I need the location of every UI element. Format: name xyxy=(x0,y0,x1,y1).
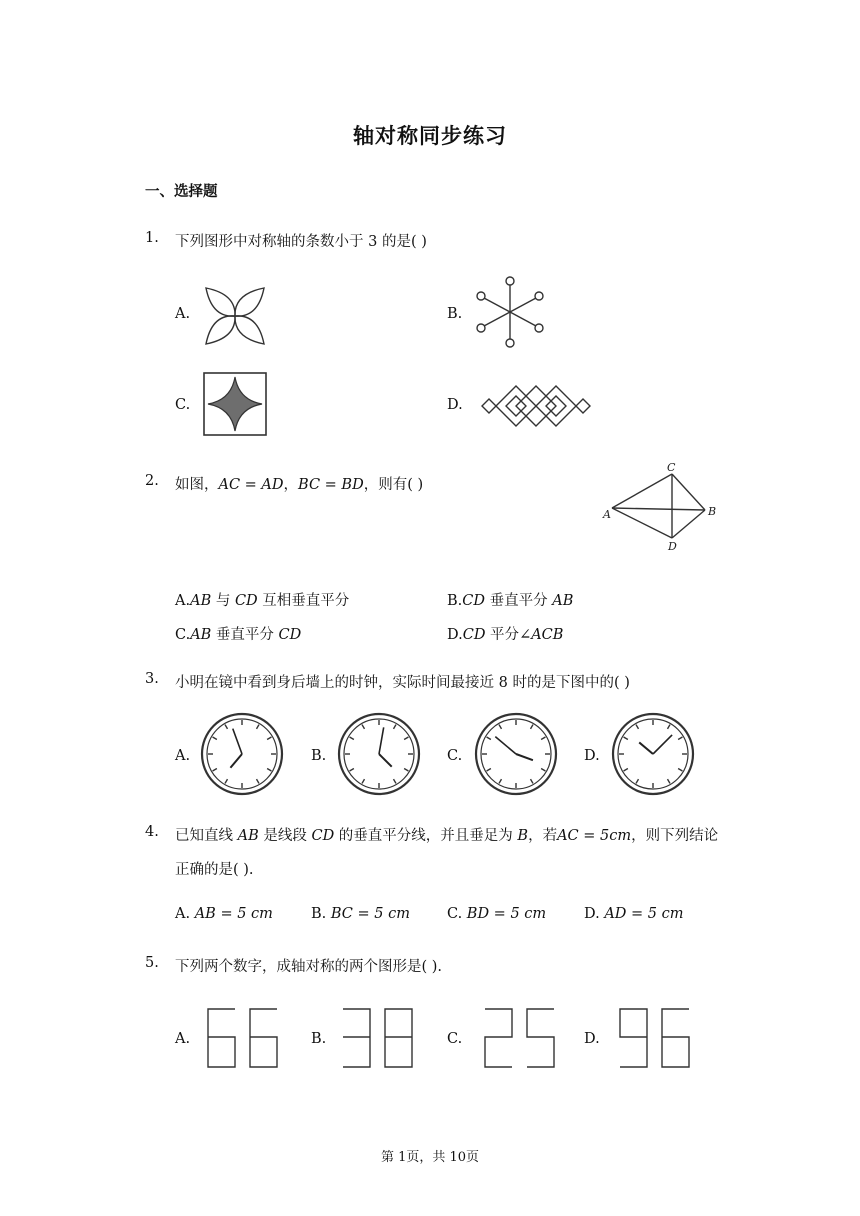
q2-option-d-term2: ∠ACB xyxy=(519,627,564,643)
clock-a-figure xyxy=(200,712,284,796)
q2-text xyxy=(175,473,423,494)
q3-text: 小明在镜中看到身后墙上的时钟，实际时间最接近 8 时的是下图中的( ) xyxy=(175,675,630,691)
digits-25-figure xyxy=(482,1007,558,1069)
q4-text-d: ，若 xyxy=(528,828,558,844)
q2-option-b-term2: AB xyxy=(552,593,574,609)
q2-option-d[interactable] xyxy=(447,623,563,644)
q2-option-b-label: B. xyxy=(447,593,463,609)
q1-text: 下列图形中对称轴的条数小于 3 的是( ) xyxy=(175,234,427,250)
q4-option-b[interactable] xyxy=(311,906,410,922)
q5-option-a-label[interactable]: A. xyxy=(175,1031,191,1047)
six-spoke-star-figure xyxy=(472,276,548,348)
kite-figure xyxy=(600,460,725,552)
q4-option-c-expr: BD = 5 cm xyxy=(466,906,547,922)
q4-text-line1 xyxy=(175,824,718,845)
clock-d-figure xyxy=(611,712,695,796)
clock-b-figure xyxy=(337,712,421,796)
q2-separator: ， xyxy=(283,477,299,493)
q2-option-c-label: C. xyxy=(175,627,191,643)
q2-text-prefix: 如图， xyxy=(175,477,219,493)
q1-option-d-label[interactable]: D. xyxy=(447,397,463,413)
q3-option-a-label[interactable]: A. xyxy=(175,748,191,764)
q2-option-a-term2: CD xyxy=(234,593,258,609)
section-heading: 一、选择题 xyxy=(145,184,218,200)
q4-term-ab: AB xyxy=(237,828,259,844)
q2-option-a-mid: 与 xyxy=(211,593,235,609)
q4-number: 4. xyxy=(145,824,159,840)
q5-option-c-label[interactable]: C. xyxy=(447,1031,463,1047)
q2-option-c-mid: 垂直平分 xyxy=(211,627,279,643)
q2-number: 2. xyxy=(145,473,159,489)
q2-option-a-end: 互相垂直平分 xyxy=(257,593,350,609)
q2-option-b-term1: CD xyxy=(462,593,485,609)
q1-number: 1. xyxy=(145,230,159,246)
q2-option-a-term1: AB xyxy=(190,593,212,609)
q4-option-b-label: B. xyxy=(311,906,327,922)
q3-option-c-label[interactable]: C. xyxy=(447,748,463,764)
digits-66-figure xyxy=(205,1007,281,1069)
q1-option-b-label[interactable]: B. xyxy=(447,306,463,322)
q2-option-b[interactable] xyxy=(447,589,573,610)
four-petal-flower-figure xyxy=(200,282,270,350)
q4-option-d[interactable] xyxy=(584,906,684,922)
q5-text: 下列两个数字，成轴对称的两个图形是( ). xyxy=(175,959,443,975)
q4-option-d-expr: AD = 5 cm xyxy=(604,906,684,922)
q2-option-c[interactable] xyxy=(175,623,301,644)
page-title: 轴对称同步练习 xyxy=(353,124,507,148)
q1-option-a-label[interactable]: A. xyxy=(175,306,191,322)
q4-text-c: 的垂直平分线，并且垂足为 xyxy=(334,828,518,844)
kite-label-a: A xyxy=(603,508,611,521)
q2-option-a[interactable] xyxy=(175,589,349,610)
q2-text-suffix: ，则有( ) xyxy=(363,477,424,493)
q4-option-c-label: C. xyxy=(447,906,463,922)
digits-96-figure xyxy=(617,1007,693,1069)
q4-text-e: ，则下列结论 xyxy=(631,828,719,844)
q2-option-d-label: D. xyxy=(447,627,463,643)
q3-option-b-label[interactable]: B. xyxy=(311,748,327,764)
q1-option-c-label[interactable]: C. xyxy=(175,397,191,413)
q2-equation-1: AC = AD xyxy=(218,477,284,493)
q4-text-line2: 正确的是( ). xyxy=(175,862,254,878)
q2-equation-2: BC = BD xyxy=(298,477,364,493)
q4-option-d-label: D. xyxy=(584,906,600,922)
q3-option-d-label[interactable]: D. xyxy=(584,748,600,764)
q3-number: 3. xyxy=(145,671,159,687)
digits-38-figure xyxy=(340,1007,416,1069)
q4-option-b-expr: BC = 5 cm xyxy=(330,906,410,922)
q2-option-d-mid: 平分 xyxy=(485,627,520,643)
q4-option-a[interactable] xyxy=(175,906,273,922)
q2-option-b-mid: 垂直平分 xyxy=(485,593,553,609)
q4-term-b: B xyxy=(517,828,529,844)
diamond-chain-figure xyxy=(480,382,592,430)
page-footer: 第 1页，共 10页 xyxy=(380,1150,480,1165)
q4-term-cd: CD xyxy=(311,828,335,844)
q4-option-a-label: A. xyxy=(175,906,191,922)
q2-option-c-term1: AB xyxy=(190,627,212,643)
kite-label-d: D xyxy=(668,540,677,553)
kite-label-b: B xyxy=(708,505,717,518)
q5-number: 5. xyxy=(145,955,159,971)
clock-c-figure xyxy=(474,712,558,796)
q4-option-a-expr: AB = 5 cm xyxy=(194,906,273,922)
kite-label-c: C xyxy=(667,461,676,474)
q4-term-ac: AC = 5cm xyxy=(557,828,632,844)
q2-option-d-term1: CD xyxy=(462,627,486,643)
q4-text-a: 已知直线 xyxy=(175,828,238,844)
q2-option-c-term2: CD xyxy=(278,627,302,643)
q2-option-a-label: A. xyxy=(175,593,191,609)
q5-option-d-label[interactable]: D. xyxy=(584,1031,600,1047)
q4-text-b: 是线段 xyxy=(258,828,312,844)
q5-option-b-label[interactable]: B. xyxy=(311,1031,327,1047)
square-with-star-figure xyxy=(203,372,267,436)
q4-option-c[interactable] xyxy=(447,906,546,922)
